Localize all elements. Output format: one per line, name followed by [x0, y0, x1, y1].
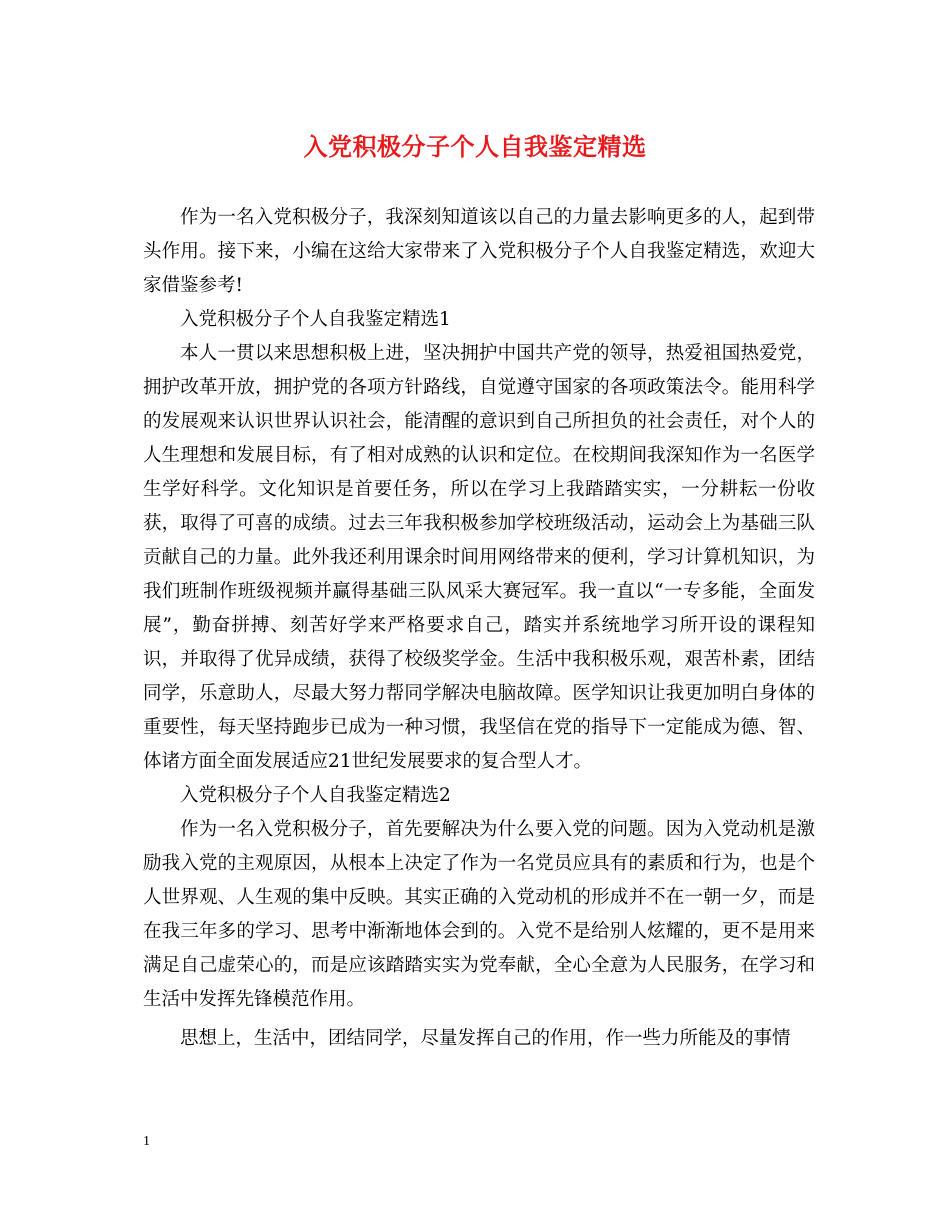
section-heading-1: 入党积极分子个人自我鉴定精选1	[180, 309, 451, 330]
document-title: 入党积极分子个人自我鉴定精选	[303, 132, 647, 161]
section-heading-2: 入党积极分子个人自我鉴定精选2	[180, 785, 451, 806]
paragraph-section-2-continued: 思想上，生活中，团结同学，尽量发挥自己的作用，作一些力所能及的事情	[180, 1028, 791, 1049]
document-body	[143, 201, 815, 1056]
paragraph-section-2: 作为一名入党积极分子，首先要解决为什么要入党的问题。因为入党动机是激励我入党的主观原因，从根本上决定了作为一名党员应具有的素质和行为，也是个人世界观、人生观的集中反映。其实正确的入党动机的形成并不在一朝一夕，而是在我三年多的学习、思考中渐渐地体会到的。入党不是给别人炫耀的，更不是用来满足自己虚荣心的，而是应该踏踏实实为党奉献，全心全意为人民服务，在学习和生活中发挥先锋模范作用。	[143, 819, 815, 1010]
page-number: 1	[143, 1134, 150, 1149]
paragraph-section-1: 本人一贯以来思想积极上进，坚决拥护中国共产党的领导，热爱祖国热爱党，拥护改革开放，拥护党的各项方针路线，自觉遵守国家的各项政策法令。能用科学的发展观来认识世界认识社会，能清醒的意识到自己所担负的社会责任，对个人的人生理想和发展目标，有了相对成熟的认识和定位。在校期间我深知作为一名医学生学好科学。文化知识是首要任务，所以在学习上我踏踏实实，一分耕耘一份收获，取得了可喜的成绩。过去三年我积极参加学校班级活动，运动会上为基础三队贡献自己的力量。此外我还利用课余时间用网络带来的便利，学习计算机知识，为我们班制作班级视频并赢得基础三队风采大赛冠军。我一直以“一专多能，全面发展”，勤奋拼搏、刻苦好学来严格要求自己，踏实并系统地学习所开设的课程知识，并取得了优异成绩，获得了校级奖学金。生活中我积极乐观，艰苦朴素，团结同学，乐意助人，尽最大努力帮同学解决电脑故障。医学知识让我更加明白身体的重要性，每天坚持跑步已成为一种习惯，我坚信在党的指导下一定能成为德、智、体诸方面全面发展适应21世纪发展要求的复合型人才。	[143, 343, 815, 772]
paragraph-intro: 作为一名入党积极分子，我深刻知道该以自己的力量去影响更多的人，起到带头作用。接下来，小编在这给大家带来了入党积极分子个人自我鉴定精选，欢迎大家借鉴参考!	[143, 207, 815, 296]
